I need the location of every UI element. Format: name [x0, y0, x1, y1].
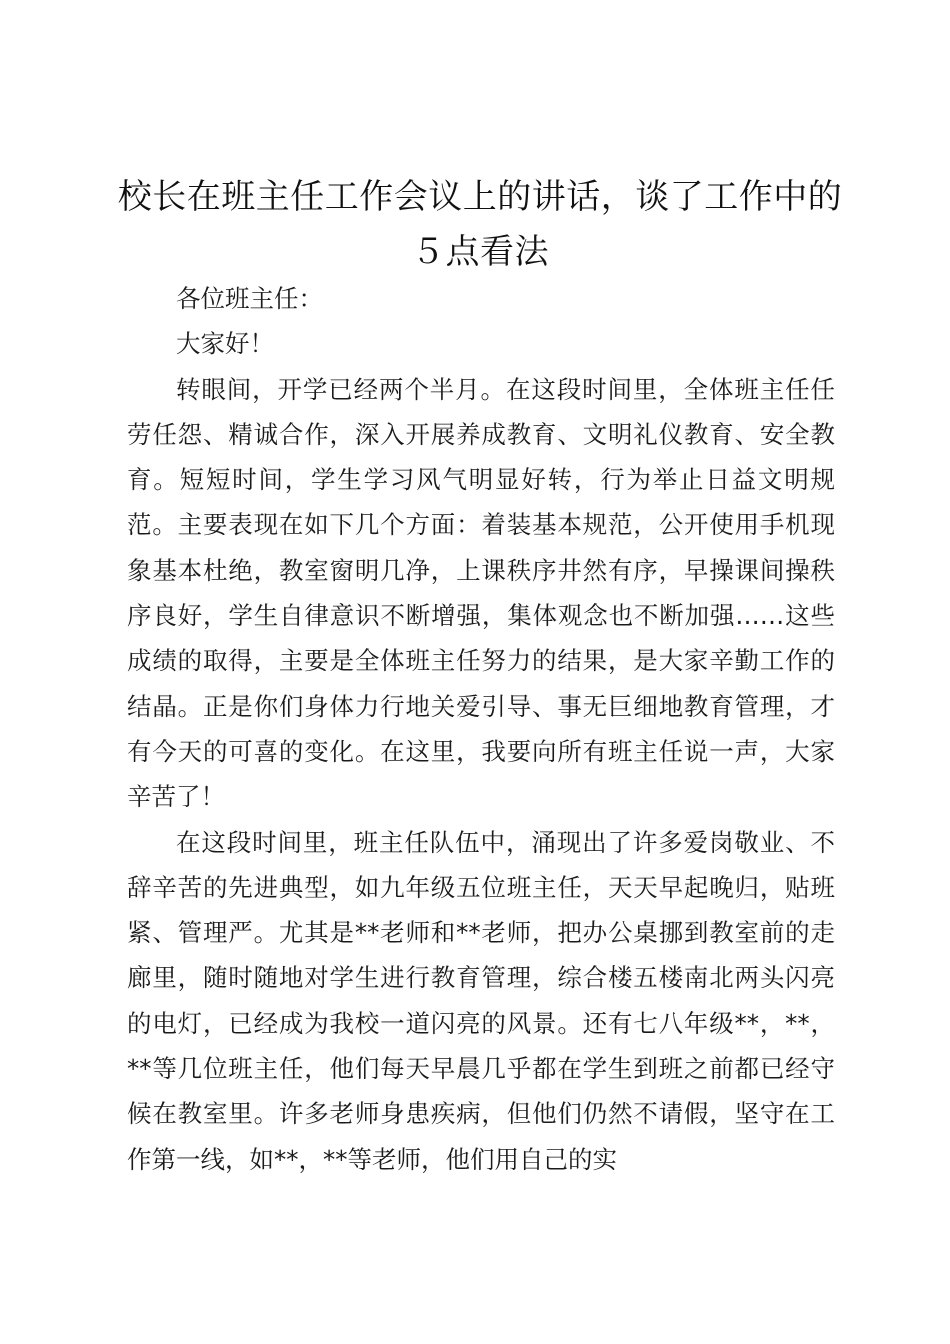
body-paragraph: 转眼间，开学已经两个半月。在这段时间里，全体班主任任劳任怨、精诚合作，深入开展养成教育、文明礼仪教育、安全教育。短短时间，学生学习风气明显好转，行为举止日益文明规范。主要表现在如下几个方面：着装基本规范，公开使用手机现象基本杜绝，教室窗明几净，上课秩序井然有序，早操课间操秩序良好，学生自律意识不断增强，集体观念也不断加强……这些成绩的取得，主要是全体班主任努力的结果，是大家辛勤工作的结晶。正是你们身体力行地关爱引导、事无巨细地教育管理，才有今天的可喜的变化。在这里，我要向所有班主任说一声，大家辛苦了！	[127, 374, 835, 812]
salutation: 各位班主任：	[176, 284, 323, 313]
greeting: 大家好！	[176, 329, 274, 359]
body-paragraph: 在这段时间里，班主任队伍中，涌现出了许多爱岗敬业、不辞辛苦的先进典型，如九年级五位班主任，天天早起晚归，贴班紧、管理严。尤其是**老师和**老师，把办公桌挪到教室前的走廊里，随时随地对学生进行教育管理，综合楼五楼南北两头闪亮的电灯，已经成为我校一道闪亮的风景。还有七八年级**，**，**等几位班主任，他们每天早晨几乎都在学生到班之前都已经守候在教室里。许多老师身患疾病，但他们仍然不请假，坚守在工作第一线，如**，**等老师，他们用自己的实	[127, 827, 835, 1174]
document-body	[127, 276, 835, 1182]
document-title: 校长在班主任工作会议上的讲话，谈了工作中的５点看法	[117, 177, 843, 272]
